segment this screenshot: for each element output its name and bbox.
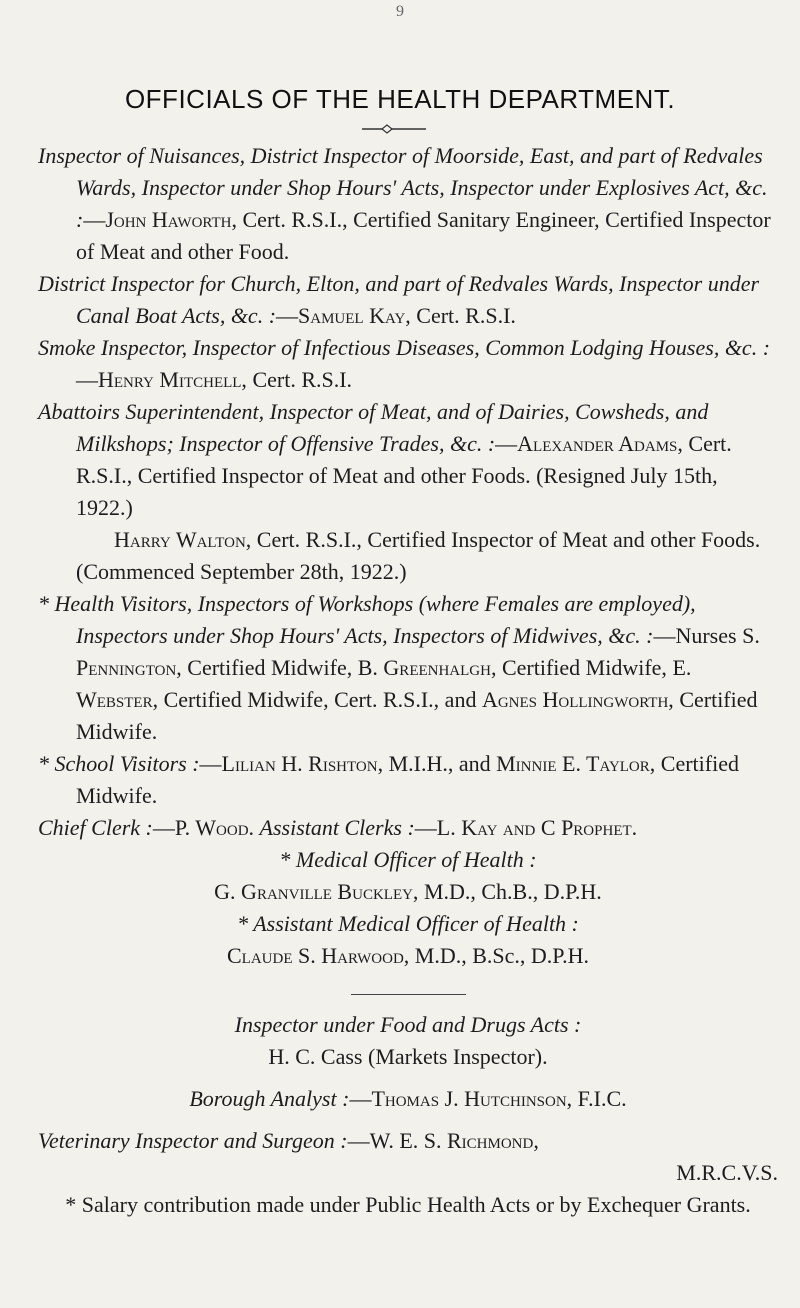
official-name: B. Greenhalgh,	[357, 655, 497, 680]
entry-adams	[38, 396, 778, 524]
entry-school-visitors	[38, 748, 778, 812]
qualifications: Cert. R.S.I., Certified Inspector of Meat and other Foods. (Resigned July 15th, 1922.)	[76, 431, 732, 520]
official-name: E. Webster,	[76, 655, 692, 712]
entry-haworth	[38, 140, 778, 268]
role-text: Inspector of Nuisances, District Inspector of Moorside, East, and part of Redvales Wards, Inspector under Shop Hours' Acts, Inspector under Explosives Act, &c. :	[38, 143, 768, 232]
entry-mitchell	[38, 332, 778, 396]
role-text: District Inspector for Church, Elton, and part of Redvales Wards, Inspector under Canal Boat Acts, &c. :	[38, 271, 760, 328]
food-drugs-role: Inspector under Food and Drugs Acts :	[234, 1012, 582, 1037]
page-title: OFFICIALS OF THE HEALTH DEPARTMENT.	[124, 84, 676, 114]
entry-text: Certified Midwife.	[76, 687, 758, 744]
role-text: Smoke Inspector, Inspector of Infectious Diseases, Common Lodging Houses, &c. :	[38, 335, 771, 360]
official-name: Agnes Hollingworth,	[481, 687, 674, 712]
role-text: Abattoirs Superintendent, Inspector of Meat, and of Dairies, Cowsheds, and Milkshops; Inspector of Offensive Trades, &c. :	[38, 399, 709, 456]
qualifications: M.D., Ch.B., D.P.H.	[418, 879, 602, 904]
official-name: —L. Kay and C Prophet.	[414, 815, 638, 840]
role-text: * School Visitors :	[38, 751, 200, 776]
official-name: —Thomas J. Hutchinson,	[349, 1086, 573, 1111]
qualifications: Cert. R.S.I., Certified Inspector of Meat and other Foods. (Commenced September 28th, 1922.)	[76, 527, 761, 584]
entry-text: M.I.H., and	[383, 751, 497, 776]
role-text: Chief Clerk :	[38, 815, 153, 840]
qualifications: F.I.C.	[572, 1086, 627, 1111]
title-ornament	[362, 124, 426, 134]
officials-list	[38, 140, 778, 1221]
vet-line	[38, 1125, 778, 1157]
official-name: —P. Wood.	[152, 815, 255, 840]
page-number: 9	[396, 3, 404, 20]
official-name: G. Granville Buckley,	[214, 879, 419, 904]
role-text: Veterinary Inspector and Surgeon :	[38, 1128, 348, 1153]
analyst-line	[38, 1083, 778, 1115]
official-name: —Alexander Adams,	[495, 431, 683, 456]
entry-text: Certified Midwife.	[76, 751, 739, 808]
vet-qualifications: M.R.C.V.S.	[676, 1160, 778, 1185]
official-name: —W. E. S. Richmond,	[347, 1128, 539, 1153]
official-name: S. Pennington,	[76, 623, 760, 680]
amoh-role: * Assistant Medical Officer of Health :	[237, 911, 579, 936]
entry-kay	[38, 268, 778, 332]
official-name: H. C. Cass	[268, 1044, 363, 1069]
footnote: * Salary contribution made under Public Health Acts or by Exchequer Grants.	[65, 1192, 751, 1217]
qualifications: Cert. R.S.I.	[252, 367, 353, 392]
amoh-line	[38, 940, 778, 972]
note-text: (Markets Inspector).	[362, 1044, 548, 1069]
entry-health-visitors	[38, 588, 778, 748]
entry-clerks	[38, 812, 778, 844]
entry-walton	[38, 524, 778, 588]
role-text: Borough Analyst :	[189, 1086, 350, 1111]
qualifications: M.D., B.Sc., D.P.H.	[409, 943, 589, 968]
role-text: * Health Visitors, Inspectors of Workshops (where Females are employed), Inspectors under Shop Hours' Acts, Inspectors of Midwives, &c. :	[38, 591, 696, 648]
official-name: Claude S. Harwood,	[227, 943, 410, 968]
official-name: —John Haworth,	[83, 207, 237, 232]
entry-text: —Nurses	[653, 623, 743, 648]
official-name: Minnie E. Taylor,	[496, 751, 656, 776]
section-divider	[351, 994, 466, 995]
qualifications: Cert. R.S.I., Certified Sanitary Engineer, Certified Inspector of Meat and other Food.	[76, 207, 771, 264]
official-name: Harry Walton,	[114, 527, 252, 552]
official-name: —Henry Mitchell,	[76, 367, 247, 392]
moh-role: * Medical Officer of Health :	[279, 847, 537, 872]
food-drugs-line	[38, 1041, 778, 1073]
entry-text: Certified Midwife, Cert. R.S.I., and	[158, 687, 482, 712]
entry-text: Certified Midwife,	[181, 655, 358, 680]
moh-line	[38, 876, 778, 908]
qualifications: Cert. R.S.I.	[416, 303, 516, 328]
entry-text: Certified Midwife,	[496, 655, 673, 680]
official-name: —Lilian H. Rishton,	[199, 751, 384, 776]
official-name: —Samuel Kay,	[276, 303, 411, 328]
role-text: Assistant Clerks :	[259, 815, 415, 840]
